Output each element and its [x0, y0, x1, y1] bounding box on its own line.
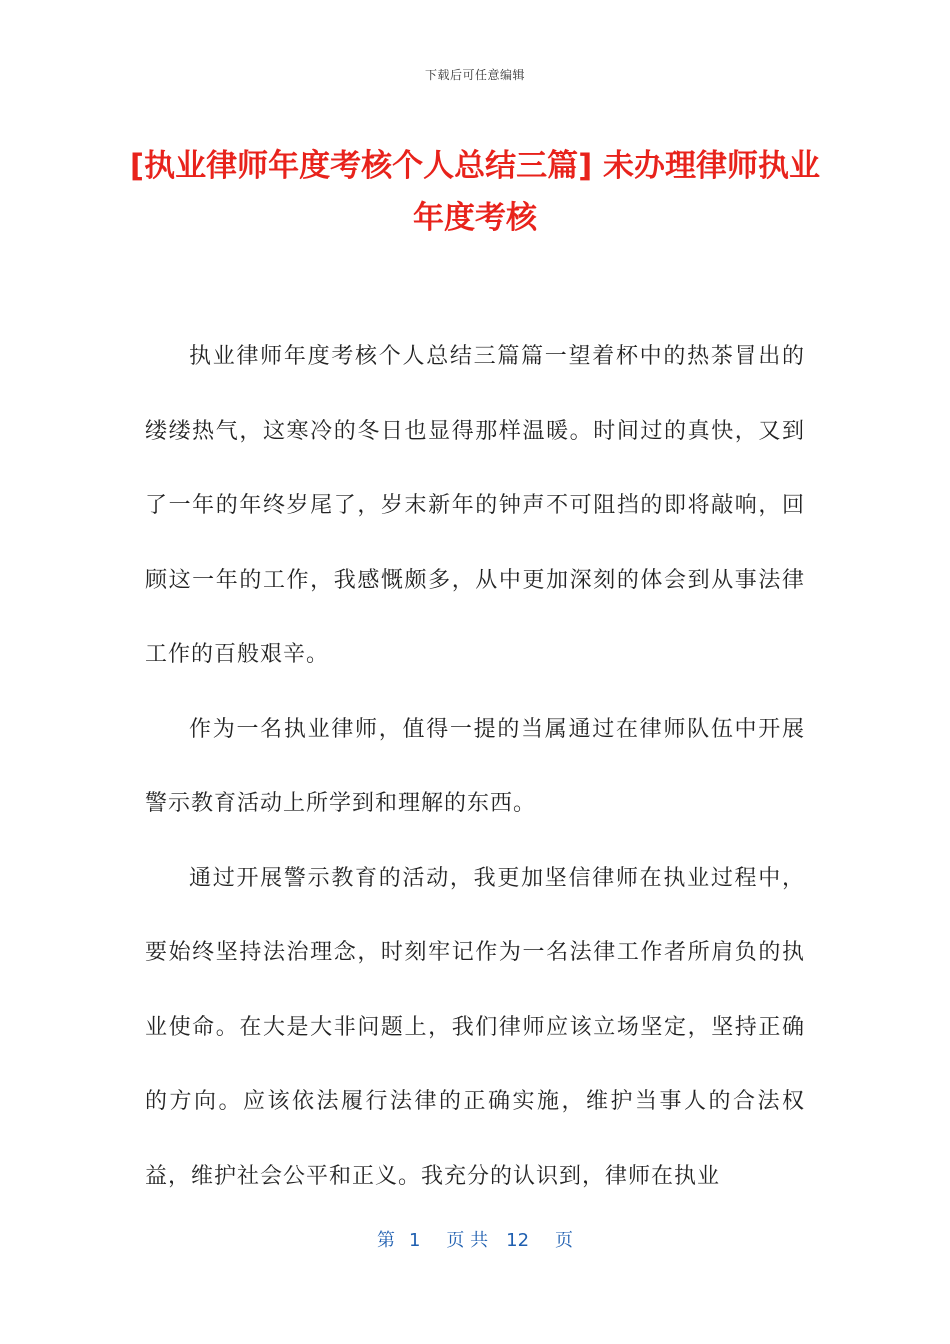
footer-total-pages: 12 — [506, 1230, 530, 1251]
footer-total-suffix: 页 — [555, 1230, 574, 1251]
document-title: [执业律师年度考核个人总结三篇] 未办理律师执业年度考核 — [129, 148, 821, 236]
paragraph: 作为一名执业律师，值得一提的当属通过在律师队伍中开展警示教育活动上所学到和理解的东西。 — [145, 716, 805, 816]
document-body — [145, 320, 805, 1214]
footer-total-prefix: 页 共 — [446, 1230, 489, 1251]
paragraph: 通过开展警示教育的活动，我更加坚信律师在执业过程中，要始终坚持法治理念，时刻牢记作为一名法律工作者所肩负的执业使命。在大是大非问题上，我们律师应该立场坚定，坚持正确的方向。应该依法履行法律的正确实施，维护当事人的合法权益，维护社会公平和正义。我充分的认识到，律师在执业 — [145, 865, 805, 1189]
paragraph: 执业律师年度考核个人总结三篇篇一望着杯中的热茶冒出的缕缕热气，这寒冷的冬日也显得那样温暖。时间过的真快，又到了一年的年终岁尾了，岁末新年的钟声不可阻挡的即将敲响，回顾这一年的工作，我感慨颇多，从中更加深刻的体会到从事法律工作的百般艰辛。 — [145, 344, 805, 667]
footer-current-page: 1 — [408, 1230, 421, 1251]
page-footer — [0, 1226, 950, 1252]
footer-page-label: 第 — [376, 1230, 395, 1251]
header-note: 下载后可任意编辑 — [424, 68, 525, 82]
